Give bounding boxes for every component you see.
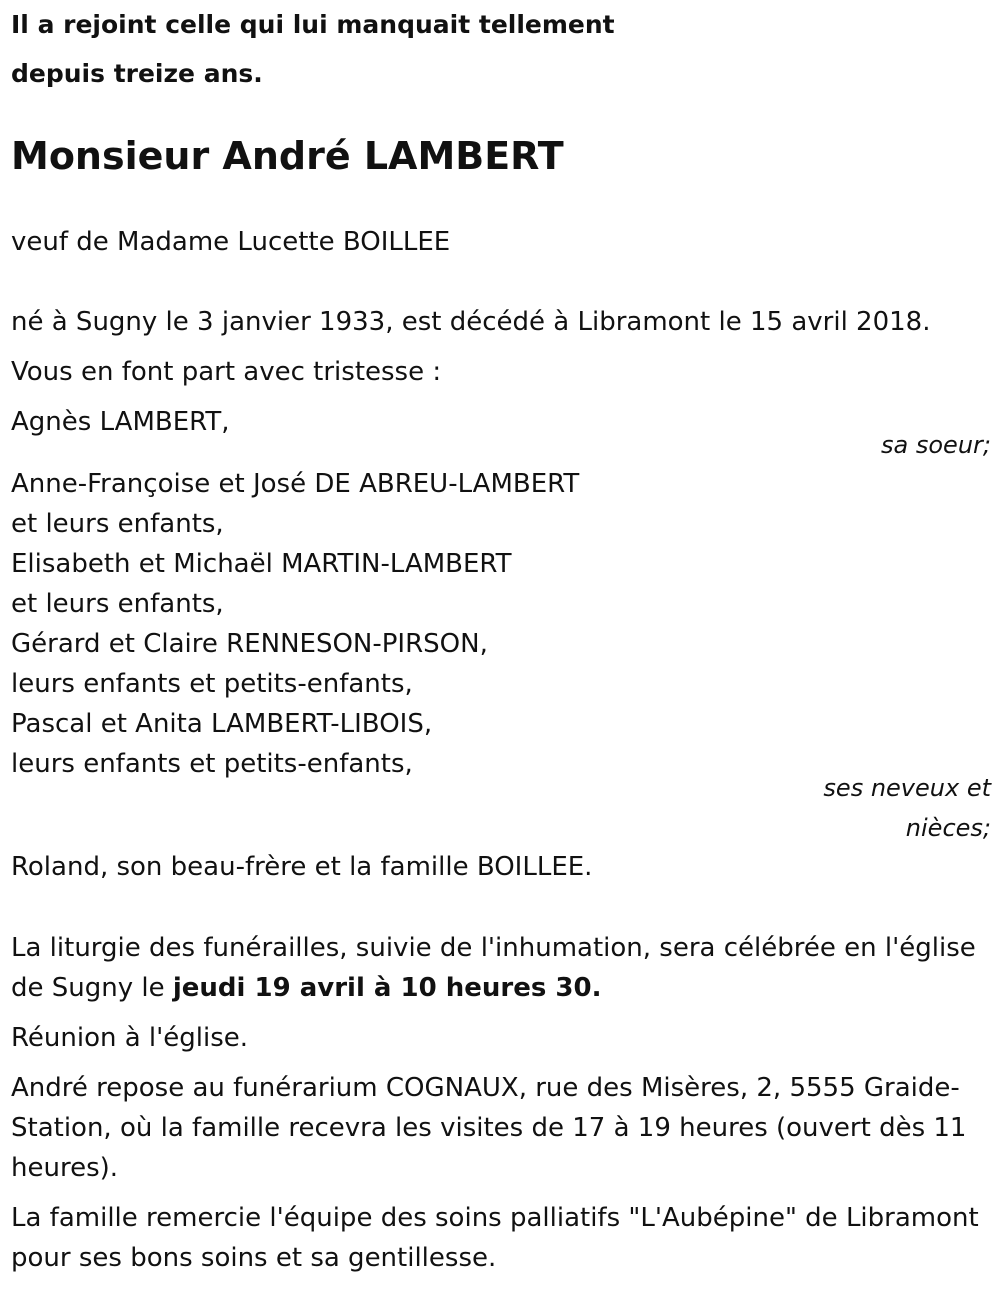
sister-relation: sa soeur; — [881, 431, 991, 459]
nephew-line-4: et leurs enfants, — [11, 589, 224, 619]
nephews-relation-line-2: nièces; — [905, 814, 991, 842]
nephew-line-1: Anne-Françoise et José DE ABREU-LAMBERT — [11, 469, 580, 499]
liturgy-date: jeudi 19 avril à 10 heures 30. — [172, 973, 602, 1003]
nephew-line-2: et leurs enfants, — [11, 509, 224, 539]
intro-line-1: Il a rejoint celle qui lui manquait tellement — [11, 10, 615, 39]
birth-death-line: né à Sugny le 3 janvier 1933, est décédé à Libramont le 15 avril 2018. — [11, 307, 931, 337]
sister-name: Agnès LAMBERT, — [11, 407, 230, 437]
thanks-paragraph: La famille remercie l'équipe des soins palliatifs "L'Aubépine" de Libramont pour ses bons soins et sa gentillesse. — [11, 1203, 979, 1273]
liturgy-text: La liturgie des funérailles, suivie de l'inhumation, sera célébrée en l'église de Sugny le — [11, 933, 976, 1003]
nephew-line-6: leurs enfants et petits-enfants, — [11, 669, 413, 699]
nephews-relation-line-1: ses neveux et — [823, 774, 991, 802]
family-line: Roland, son beau-frère et la famille BOILLEE. — [11, 852, 593, 882]
nephew-line-7: Pascal et Anita LAMBERT-LIBOIS, — [11, 709, 433, 739]
nephew-line-5: Gérard et Claire RENNESON-PIRSON, — [11, 629, 488, 659]
announce-line: Vous en font part avec tristesse : — [11, 357, 442, 387]
liturgy-paragraph — [11, 928, 991, 1008]
intro-line-2: depuis treize ans. — [11, 59, 263, 88]
widower-line: veuf de Madame Lucette BOILLEE — [11, 227, 451, 257]
nephew-line-3: Elisabeth et Michaël MARTIN-LAMBERT — [11, 549, 512, 579]
deceased-name: Monsieur André LAMBERT — [11, 134, 564, 178]
nephew-line-8: leurs enfants et petits-enfants, — [11, 749, 413, 779]
funerarium-paragraph: André repose au funérarium COGNAUX, rue des Misères, 2, 5555 Graide-Station, où la famille recevra les visites de 17 à 19 heures (ouvert dès 11 heures). — [11, 1073, 967, 1183]
meeting-line: Réunion à l'église. — [11, 1023, 249, 1053]
